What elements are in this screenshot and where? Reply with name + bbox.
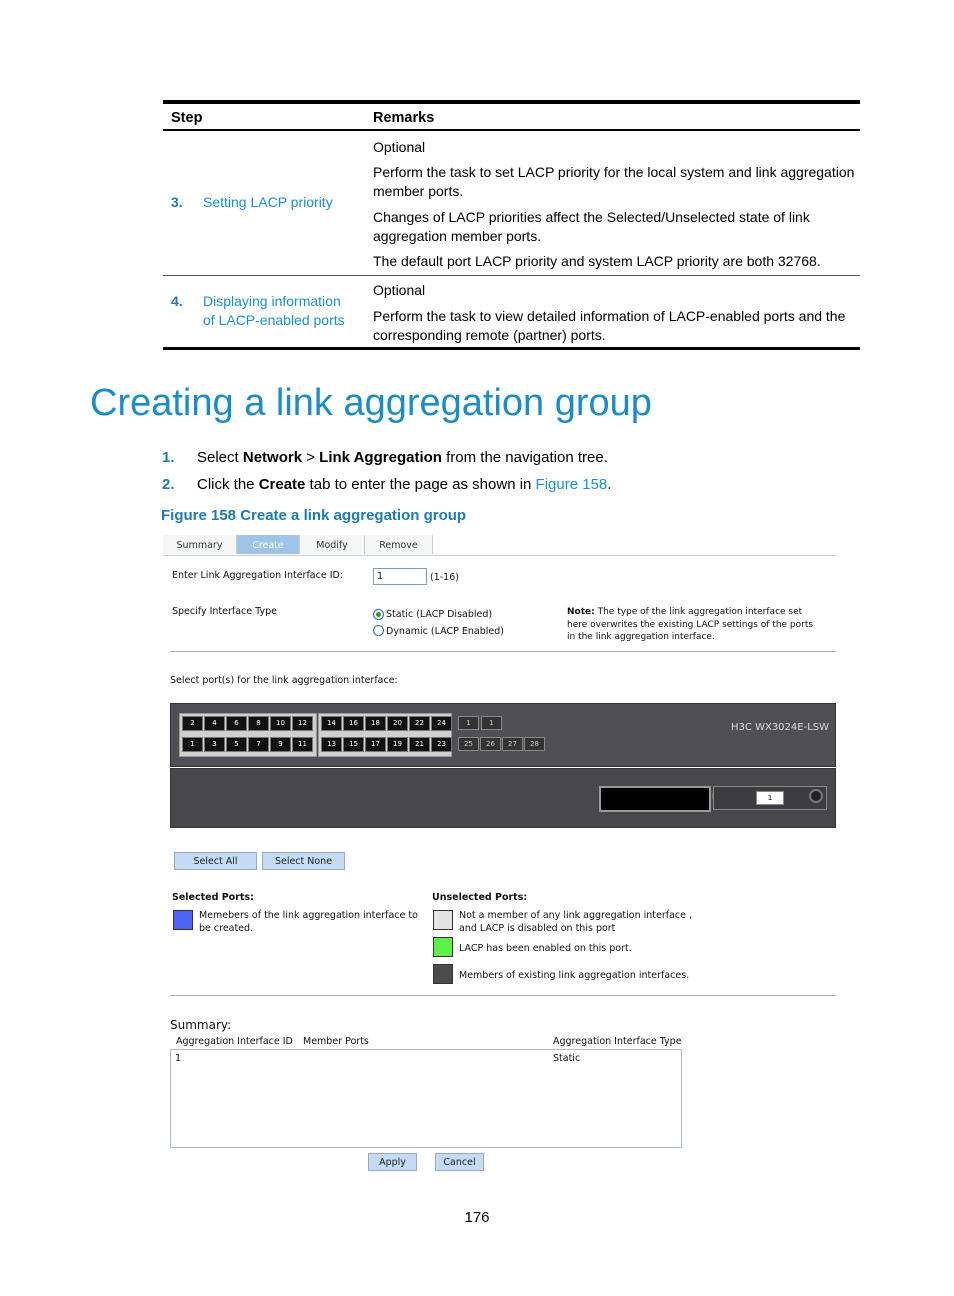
note-body: The type of the link aggregation interface set here overwrites the existing LACP settings of the ports in the link aggregation interface. (567, 607, 814, 642)
interface-id-input[interactable]: 1 (373, 568, 427, 585)
port-22[interactable]: 22 (409, 716, 430, 731)
module-port[interactable]: 1 (756, 791, 784, 805)
create-aggregation-screenshot (163, 534, 836, 1174)
step-item (162, 449, 608, 466)
unselected-desc: Not a member of any link aggregation interface , and LACP is disabled on this port (459, 910, 693, 934)
remark-optional: Optional (373, 282, 426, 298)
screw-icon (809, 789, 823, 803)
switch-front-panel (170, 703, 836, 767)
page-number: 176 (464, 1209, 490, 1226)
not-member-color-swatch (433, 910, 453, 930)
summary-cell-id: 1 (175, 1053, 182, 1064)
remark-text: Perform the task to view detailed information of LACP-enabled ports and the corresponding remote (partner) ports. (373, 308, 846, 343)
remark-text: The default port LACP priority and system LACP priority are both 32768. (373, 253, 821, 269)
port-18[interactable]: 18 (365, 716, 386, 731)
interface-id-label: Enter Link Aggregation Interface ID: (172, 570, 344, 581)
step-number: 4. (171, 293, 183, 309)
summary-col-id: Aggregation Interface ID (176, 1036, 293, 1047)
port-17[interactable]: 17 (365, 737, 386, 752)
switch-module-panel (170, 768, 836, 828)
summary-table (170, 1049, 682, 1148)
step-number: 2. (162, 476, 175, 493)
divider (170, 651, 836, 652)
step-text: from the navigation tree. (441, 449, 608, 466)
step-link-lacp-ports[interactable]: Displaying information of LACP-enabled ports (203, 293, 345, 328)
remark-text: Changes of LACP priorities affect the Selected/Unselected state of link aggregation member ports. (373, 209, 810, 244)
figure-caption: Figure 158 Create a link aggregation group (161, 507, 467, 524)
row-divider (163, 275, 860, 276)
port-24[interactable]: 24 (431, 716, 452, 731)
radio-dynamic[interactable] (373, 625, 384, 636)
device-model: H3C WX3024E-LSW (731, 722, 829, 733)
table-top-rule (163, 100, 860, 104)
tab-summary[interactable]: Summary (163, 535, 237, 554)
step-link-lacp-priority[interactable]: Setting LACP priority (203, 194, 333, 210)
remark-optional: Optional (373, 139, 426, 155)
port-2[interactable]: 2 (182, 716, 203, 731)
expansion-slot (599, 786, 711, 812)
port-25[interactable]: 25 (458, 737, 479, 751)
menu-network: Network (242, 449, 303, 466)
unselected-desc: LACP has been enabled on this port. (459, 943, 632, 954)
divider (170, 995, 836, 996)
port-13[interactable]: 13 (321, 737, 342, 752)
port-21[interactable]: 21 (409, 737, 430, 752)
figure-link[interactable]: Figure 158 (535, 476, 608, 493)
apply-button[interactable]: Apply (368, 1153, 417, 1171)
port-11[interactable]: 11 (292, 737, 313, 752)
port-6[interactable]: 6 (226, 716, 247, 731)
radio-static[interactable] (373, 609, 384, 620)
section-title: Creating a link aggregation group (90, 382, 652, 424)
table-bottom-rule (163, 347, 860, 350)
port-9[interactable]: 9 (270, 737, 291, 752)
step-item (162, 476, 611, 493)
port-16[interactable]: 16 (343, 716, 364, 731)
menu-link-aggregation: Link Aggregation (319, 449, 442, 466)
port-12[interactable]: 12 (292, 716, 313, 731)
step-text: Click the (197, 476, 259, 493)
header-step: Step (171, 110, 203, 126)
note-text (567, 606, 823, 644)
port-28[interactable]: 28 (524, 737, 545, 751)
step-text: . (607, 476, 612, 493)
summary-cell-type: Static (553, 1053, 581, 1064)
summary-title: Summary: (170, 1018, 232, 1032)
existing-color-swatch (433, 964, 453, 984)
interface-type-label: Specify Interface Type (172, 606, 277, 617)
port-5[interactable]: 5 (226, 737, 247, 752)
step-text: tab to enter the page as shown in (305, 476, 536, 493)
header-rule (163, 129, 860, 131)
port-15[interactable]: 15 (343, 737, 364, 752)
tab-bar (163, 535, 836, 556)
selected-ports-title: Selected Ports: (172, 892, 254, 903)
port-10[interactable]: 10 (270, 716, 291, 731)
port-19[interactable]: 19 (387, 737, 408, 752)
note-label: Note: (567, 607, 595, 617)
cancel-button[interactable]: Cancel (435, 1153, 484, 1171)
step-text: > (302, 449, 320, 466)
port-7[interactable]: 7 (248, 737, 269, 752)
port-14[interactable]: 14 (321, 716, 342, 731)
tab-modify[interactable]: Modify (300, 535, 365, 554)
select-all-button[interactable]: Select All (174, 852, 257, 870)
header-remarks: Remarks (373, 110, 435, 126)
step-text: Select (197, 449, 243, 466)
selected-color-swatch (173, 910, 193, 930)
tab-remove[interactable]: Remove (365, 535, 433, 554)
port-4[interactable]: 4 (204, 716, 225, 731)
selected-desc: Memebers of the link aggregation interface to be created. (199, 910, 418, 934)
step-number: 3. (171, 194, 183, 210)
port-23[interactable]: 23 (431, 737, 452, 752)
radio-static-label: Static (LACP Disabled) (386, 609, 493, 620)
interface-id-range: (1-16) (430, 572, 459, 583)
port-26[interactable]: 26 (480, 737, 501, 751)
summary-col-type: Aggregation Interface Type (553, 1036, 682, 1047)
port-20[interactable]: 20 (387, 716, 408, 731)
summary-col-ports: Member Ports (303, 1036, 369, 1047)
unselected-ports-title: Unselected Ports: (432, 892, 528, 903)
port-3[interactable]: 3 (204, 737, 225, 752)
radio-dynamic-label: Dynamic (LACP Enabled) (386, 626, 504, 637)
port-8[interactable]: 8 (248, 716, 269, 731)
port-1[interactable]: 1 (458, 716, 479, 730)
unselected-desc: Members of existing link aggregation interfaces. (459, 970, 690, 981)
select-ports-label: Select port(s) for the link aggregation interface: (170, 675, 398, 686)
tab-create-ref: Create (258, 476, 306, 493)
tab-create[interactable]: Create (237, 535, 300, 554)
remark-text: Perform the task to set LACP priority for the local system and link aggregation member ports. (373, 164, 855, 199)
port-1[interactable]: 1 (481, 716, 502, 730)
port-1[interactable]: 1 (182, 737, 203, 752)
select-none-button[interactable]: Select None (262, 852, 345, 870)
port-27[interactable]: 27 (502, 737, 523, 751)
step-number: 1. (162, 449, 175, 466)
lacp-color-swatch (433, 937, 453, 957)
